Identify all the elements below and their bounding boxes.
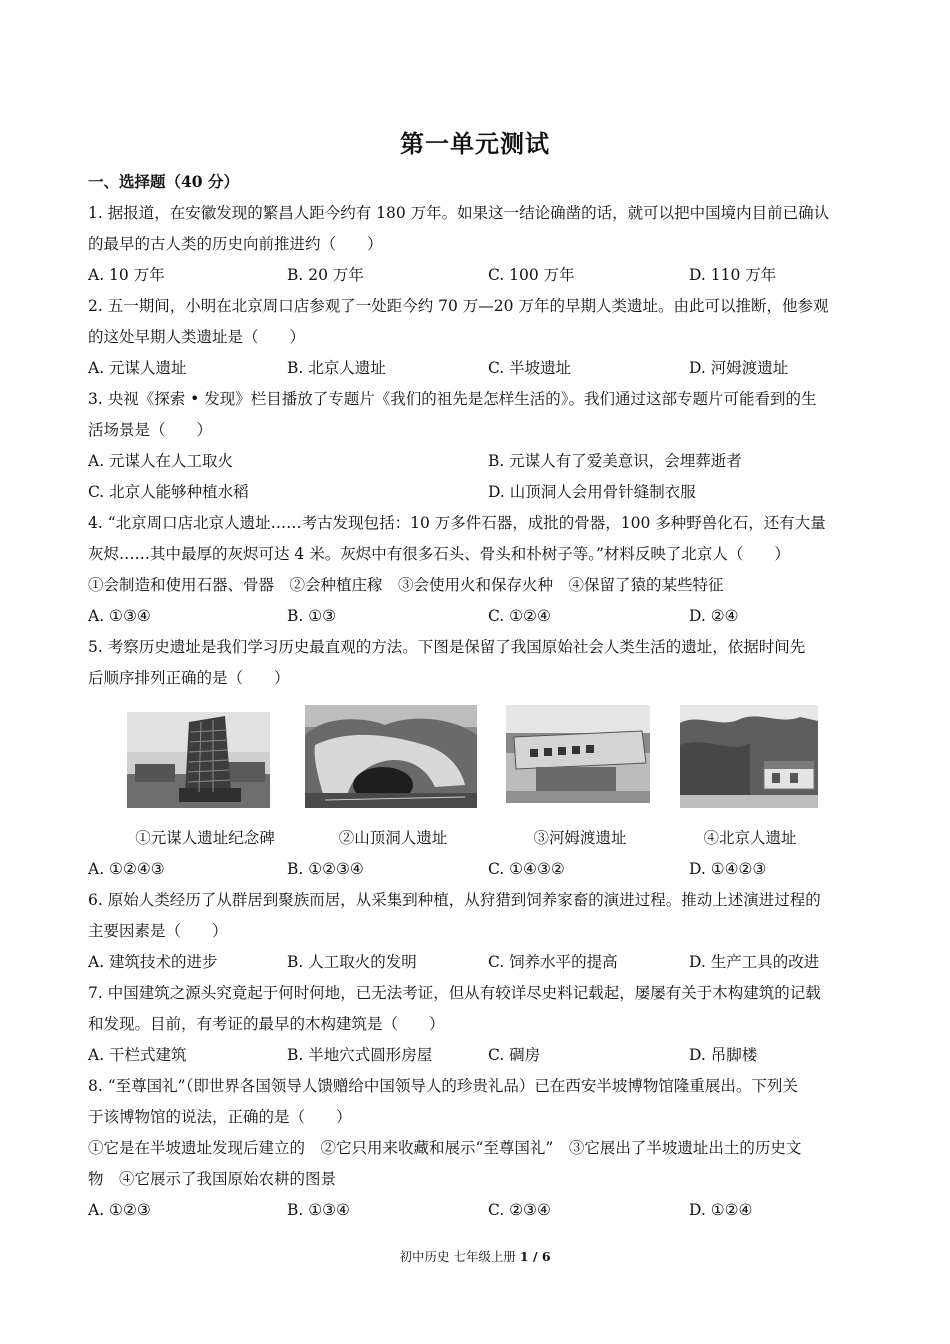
shandingdong-cave-photo <box>305 705 477 808</box>
q7-line-2: 和发现。目前，有考证的最早的木构建筑是（ ） <box>88 1015 445 1033</box>
caption-yuanmou-monument: ①元谋人遗址纪念碑 <box>135 829 275 847</box>
q3-option-d: D. 山顶洞人会用骨针缝制衣服 <box>488 483 696 501</box>
q2-line-2: 的这处早期人类遗址是（ ） <box>88 328 306 346</box>
q1-line-1: 1. 据报道，在安徽发现的繁昌人距今约有 180 万年。如果这一结论确凿的话，就可以把中国境内目前已确认 <box>88 204 830 222</box>
q1-option-d: D. 110 万年 <box>689 266 777 284</box>
q2-option-a: A. 元谋人遗址 <box>88 359 187 377</box>
q3-option-c: C. 北京人能够种植水稻 <box>88 483 249 501</box>
hemudu-site-photo <box>506 705 650 803</box>
q7-line-1: 7. 中国建筑之源头究竟起于何时何地，已无法考证，但从有较详尽史料记载起，屡屡有关于木构建筑的记载 <box>88 984 821 1002</box>
section-heading: 一、选择题（40 分） <box>88 172 239 191</box>
q2-option-b: B. 北京人遗址 <box>287 359 386 377</box>
footer-text: 初中历史 七年级上册 <box>399 1249 520 1264</box>
yuanmou-monument-photo <box>127 712 270 808</box>
q4-option-c: C. ①②④ <box>488 607 551 625</box>
q3-option-a: A. 元谋人在人工取火 <box>88 452 234 470</box>
q5-line-2: 后顺序排列正确的是（ ） <box>88 669 290 687</box>
q4-option-d: D. ②④ <box>689 607 739 625</box>
caption-beijing-man: ④北京人遗址 <box>703 829 797 847</box>
q5-option-d: D. ①④②③ <box>689 860 767 878</box>
q4-line-1: 4. “北京周口店北京人遗址……考古发现包括：10 万多件石器，成批的骨器，100 多种野兽化石，还有大量 <box>88 514 826 532</box>
q6-option-a: A. 建筑技术的进步 <box>88 953 218 971</box>
q6-option-b: B. 人工取火的发明 <box>287 953 417 971</box>
q1-line-2: 的最早的古人类的历史向前推进约（ ） <box>88 235 383 253</box>
q7-option-d: D. 吊脚楼 <box>689 1046 758 1064</box>
q3-option-b: B. 元谋人有了爱美意识，会埋葬逝者 <box>488 452 742 470</box>
q6-line-1: 6. 原始人类经历了从群居到聚族而居，从采集到种植，从狩猎到饲养家畜的演进过程。推动上述演进过程的 <box>88 891 821 909</box>
q8-option-d: D. ①②④ <box>689 1201 753 1219</box>
beijing-man-site-photo <box>680 705 818 808</box>
q8-option-c: C. ②③④ <box>488 1201 551 1219</box>
q1-option-c: C. 100 万年 <box>488 266 575 284</box>
q3-line-2: 活场景是（ ） <box>88 421 213 439</box>
q2-line-1: 2. 五一期间，小明在北京周口店参观了一处距今约 70 万—20 万年的早期人类遗址。由此可以推断，他参观 <box>88 297 829 315</box>
q8-option-b: B. ①③④ <box>287 1201 350 1219</box>
q7-option-b: B. 半地穴式圆形房屋 <box>287 1046 433 1064</box>
q4-line-3: ①会制造和使用石器、骨器 ②会种植庄稼 ③会使用火和保存火种 ④保留了猿的某些特征 <box>88 576 724 594</box>
q2-option-d: D. 河姆渡遗址 <box>689 359 789 377</box>
q5-option-b: B. ①②③④ <box>287 860 364 878</box>
q8-line-3: ①它是在半坡遗址发现后建立的 ②它只用来收藏和展示“至尊国礼” ③它展出了半坡遗址出土的历史文 <box>88 1139 802 1157</box>
q7-option-c: C. 碉房 <box>488 1046 541 1064</box>
q5-option-c: C. ①④③② <box>488 860 565 878</box>
q7-option-a: A. 干栏式建筑 <box>88 1046 187 1064</box>
q8-line-1: 8. “至尊国礼”（即世界各国领导人馈赠给中国领导人的珍贵礼品）已在西安半坡博物馆隆重展出。下列关 <box>88 1077 798 1095</box>
q5-option-a: A. ①②④③ <box>88 860 165 878</box>
page-number: 1 / 6 <box>519 1249 551 1264</box>
q3-line-1: 3. 央视《探索 • 发现》栏目播放了专题片《我们的祖先是怎样生活的》。我们通过这部专题片可能看到的生 <box>88 390 817 408</box>
q8-line-4: 物 ④它展示了我国原始农耕的图景 <box>88 1170 337 1188</box>
q2-option-c: C. 半坡遗址 <box>488 359 572 377</box>
q8-option-a: A. ①②③ <box>88 1201 151 1219</box>
q4-option-b: B. ①③ <box>287 607 337 625</box>
q1-option-b: B. 20 万年 <box>287 266 364 284</box>
q4-option-a: A. ①③④ <box>88 607 151 625</box>
page-title: 第一单元测试 <box>400 129 550 158</box>
q5-line-1: 5. 考察历史遗址是我们学习历史最直观的方法。下图是保留了我国原始社会人类生活的遗址，依据时间先 <box>88 638 806 656</box>
page-footer <box>0 1247 950 1265</box>
q4-line-2: 灰烬……其中最厚的灰烬可达 4 米。灰烬中有很多石头、骨头和朴树子等。”材料反映了北京人（ ） <box>88 545 790 563</box>
q6-option-d: D. 生产工具的改进 <box>689 953 820 971</box>
caption-shandingdong: ②山顶洞人遗址 <box>338 829 448 847</box>
q1-option-a: A. 10 万年 <box>88 266 165 284</box>
q6-line-2: 主要因素是（ ） <box>88 922 228 940</box>
q6-option-c: C. 饲养水平的提高 <box>488 953 618 971</box>
q8-line-2: 于该博物馆的说法，正确的是（ ） <box>88 1108 352 1126</box>
caption-hemudu: ③河姆渡遗址 <box>533 829 627 847</box>
